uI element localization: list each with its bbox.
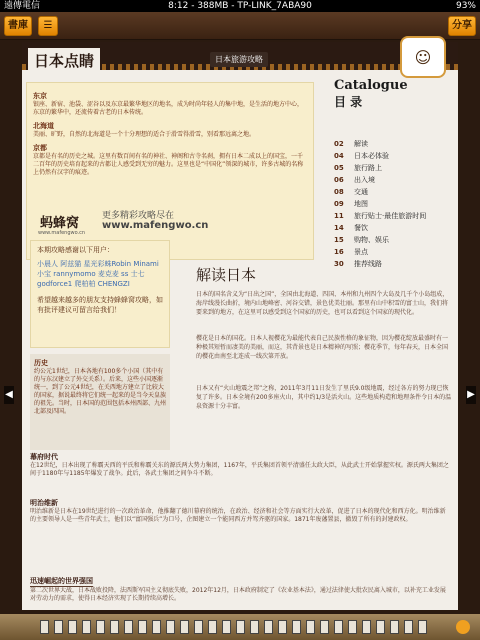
intro-paragraph: 日本又有“火山地震之邦”之称，2011年3月11日发生了里氏9.0级地震，经过各方的努力现已恢复了许多。日本全境有200多座火山，其中约1/3是活火山。这些地质构造和地理条件令日本的温泉资源十分丰富。: [196, 385, 452, 410]
page-thumbnail[interactable]: [334, 620, 343, 634]
catalogue-item[interactable]: 09 地图: [334, 200, 368, 208]
page-thumbnail[interactable]: [110, 620, 119, 634]
catalogue-item[interactable]: 30 推荐线路: [334, 260, 382, 268]
intro-paragraph: 樱花是日本的国花。日本人视樱花为最能代表自己民族性格的象征物，因为樱花绽放最盛时有一种极其短暂而凄美的美丽，而这，其背景也是日本精神的写照；樱花季节，每年春天，日本全国的樱花由南至北连成一线次第开放。: [196, 335, 449, 360]
share-button[interactable]: 分享: [448, 16, 476, 36]
catalogue-item[interactable]: 05 旅行路上: [334, 164, 382, 172]
mafengwo-banner[interactable]: [36, 208, 216, 242]
intro-paragraph: 日本的国名含义为“日出之国”，全国由北海道、四国、本州和九州四个大岛及几千个小岛组成，海岸线漫长曲折，境内山地峰密、河谷交错，景色优美壮丽。那里有山中积雪的富士山，我们将要来到的地方，在这里可以感受到这个国家的历史，也可以看到这个国家的现代化。: [196, 291, 449, 316]
section-text: 明治维新是日本在19世纪进行的一次政治革命，他推翻了德川幕府的统治，在政治、经济和社会等方面实行大改革，促进了日本的现代化和西方化。明治维新的主要领导人是一些青年武士，他们以“富国强兵”为口号，企图建立一个能同西方并驾齐驱的国家。1871年废藩置县，撤毁了所有的封建政权。: [30, 508, 446, 523]
carrier-label: 遠傳電信: [4, 1, 41, 11]
section-text: 在12世纪，日本出现了称霸天西的平氏和称霸关东的源氏两大势力集团，1167年，平氏集团首领平清盛任太政大臣，从此武士开始掌握实权。源氏两大集团之间于1180年与1185年爆发了战争。此后，各武士集团之间争斗不断。: [30, 462, 449, 477]
status-center: 8:12 - 388MB - TP-LINK_7ABA90: [168, 1, 312, 11]
mafengwo-brand: 蚂蜂窝: [40, 216, 80, 231]
history-text: 约公元1世纪，日本各地有100多个小国（其中有的与东汉建立了外交关系）。后来，这些小国逐渐统一，到了公元4世纪，在关西地方建立了比较大的国家，据说最终将它们统一起来的是当今天皇族的祖先。当时，日本国的范围包括本州西部、九州北部及四国。: [34, 368, 167, 415]
page-thumbnail[interactable]: [96, 620, 105, 634]
section-rise: [30, 568, 450, 603]
catalogue-subtitle: 目 录: [334, 95, 363, 109]
catalogue-item[interactable]: 08 交通: [334, 188, 368, 196]
area-title: 东京: [33, 92, 47, 100]
page-thumbnail[interactable]: [222, 620, 231, 634]
thanks-box: [30, 240, 170, 348]
page-heading: 日本点睛: [28, 48, 100, 73]
page-thumbnail[interactable]: [208, 620, 217, 634]
page-thumbnail[interactable]: [152, 620, 161, 634]
page-thumbnail[interactable]: [236, 620, 245, 634]
page-thumbnail[interactable]: [250, 620, 259, 634]
section-title: 明治维新: [30, 499, 58, 507]
page-thumbnail[interactable]: [264, 620, 273, 634]
catalogue-item[interactable]: 16 景点: [334, 248, 368, 256]
section-title: 迅速崛起的世界强国: [30, 577, 93, 585]
guide-tag: 日本旅游攻略: [210, 52, 268, 67]
page-thumbnail[interactable]: [376, 620, 385, 634]
page-thumbnail[interactable]: [404, 620, 413, 634]
page-thumbnail[interactable]: [138, 620, 147, 634]
document-page[interactable]: [22, 42, 458, 610]
page-thumbnail[interactable]: [180, 620, 189, 634]
page-thumbnail[interactable]: [82, 620, 91, 634]
intro-title: 解读日本: [196, 266, 257, 284]
prev-page-icon[interactable]: ◀: [4, 386, 14, 404]
mafengwo-url[interactable]: www.mafengwo.cn: [102, 220, 209, 231]
page-thumbnail[interactable]: [194, 620, 203, 634]
catalogue-item[interactable]: 11 旅行贴士·最佳旅游时间: [334, 212, 427, 220]
area-title: 京都: [33, 144, 47, 152]
section-shogunate: [30, 452, 450, 478]
area-text: 京都是有名的历史之城。这里有数百间有名的神社、神阁和古寺名刹，拥有日本二成以上的国宝，一千二百年的历史培育起来的古都让人感受到无穷的魅力。这里也是“中国化”领深的城市，许多古城的名称上仍然有汉字的痕迹。: [33, 153, 304, 176]
area-hokkaido: [33, 121, 307, 139]
area-text: 美丽、旷野，自然的北海道是一个十分理想的适合于滑雪得滑雪，别看那远离之地。: [33, 131, 256, 138]
catalogue-item[interactable]: 06 出入境: [334, 176, 375, 184]
catalogue-item[interactable]: 02 解读: [334, 140, 368, 148]
section-title: 幕府时代: [30, 453, 58, 461]
catalogue-item[interactable]: 14 餐饮: [334, 224, 368, 232]
area-title: 北海道: [33, 122, 54, 130]
page-thumbnail[interactable]: [166, 620, 175, 634]
page-thumbnail[interactable]: [306, 620, 315, 634]
area-tokyo: [33, 91, 307, 117]
mafengwo-more: 更多精彩攻略尽在: [102, 211, 175, 221]
area-kyoto: [33, 143, 307, 177]
history-box: [30, 354, 170, 450]
page-thumbnail[interactable]: [40, 620, 49, 634]
mafengwo-site: www.mafengwo.cn: [38, 230, 86, 236]
page-thumbnail[interactable]: [54, 620, 63, 634]
section-text: 第二次世界大战，日本战败投降，法西斯军国主义彻底失败，2012年12月，日本政府制定了《农业基本法》，通过法律使大批农民离入城市，以补充工业发展对劳动力的需求，使得日本经济实现了长期持续高增长。: [30, 587, 446, 602]
catalogue: [334, 78, 452, 270]
page-thumbnail[interactable]: [124, 620, 133, 634]
catalogue-item[interactable]: 15 购物、娱乐: [334, 236, 389, 244]
section-meiji: [30, 498, 450, 524]
mafengwo-logo-icon: ☺: [400, 36, 446, 78]
thumbnail-strip[interactable]: [0, 614, 480, 640]
catalogue-title: Catalogue: [334, 78, 408, 93]
area-text: 银座、新宿、池袋、涩谷以及东京最繁华地区的地名，成为时尚年轻人的集中地，是生活的地方中心，东京的繁华中，还流传着古老的日本传统。: [33, 101, 304, 116]
page-thumbnail[interactable]: [390, 620, 399, 634]
page-thumbnail[interactable]: [278, 620, 287, 634]
library-button[interactable]: 書庫: [4, 16, 32, 36]
thanks-users: 小晨人 阿兹猫 星光彩蛛Robin Minami 小宝 rannymomo 麦克麦 ss 士七 godforce1 爬柏柏 CHENGZI: [37, 260, 159, 288]
page-thumbnail[interactable]: [292, 620, 301, 634]
page-thumbnail[interactable]: [418, 620, 427, 634]
current-page-marker[interactable]: [456, 620, 470, 634]
next-page-icon[interactable]: ▶: [466, 386, 476, 404]
battery-label: 93%: [455, 1, 476, 11]
page-thumbnail[interactable]: [68, 620, 77, 634]
page-thumbnail[interactable]: [362, 620, 371, 634]
catalogue-item[interactable]: 04 日本必体验: [334, 152, 389, 160]
status-bar: [0, 0, 480, 12]
list-icon[interactable]: ☰: [38, 16, 58, 36]
thanks-footer: 希望越来越多的朋友支持蜂蜂窝攻略，如有批评建议可留言给我们！: [37, 296, 163, 314]
page-thumbnail[interactable]: [348, 620, 357, 634]
page-thumbnail[interactable]: [320, 620, 329, 634]
history-title: 历史: [34, 359, 48, 367]
thanks-title: 本期攻略感谢以下用户：: [37, 246, 114, 254]
